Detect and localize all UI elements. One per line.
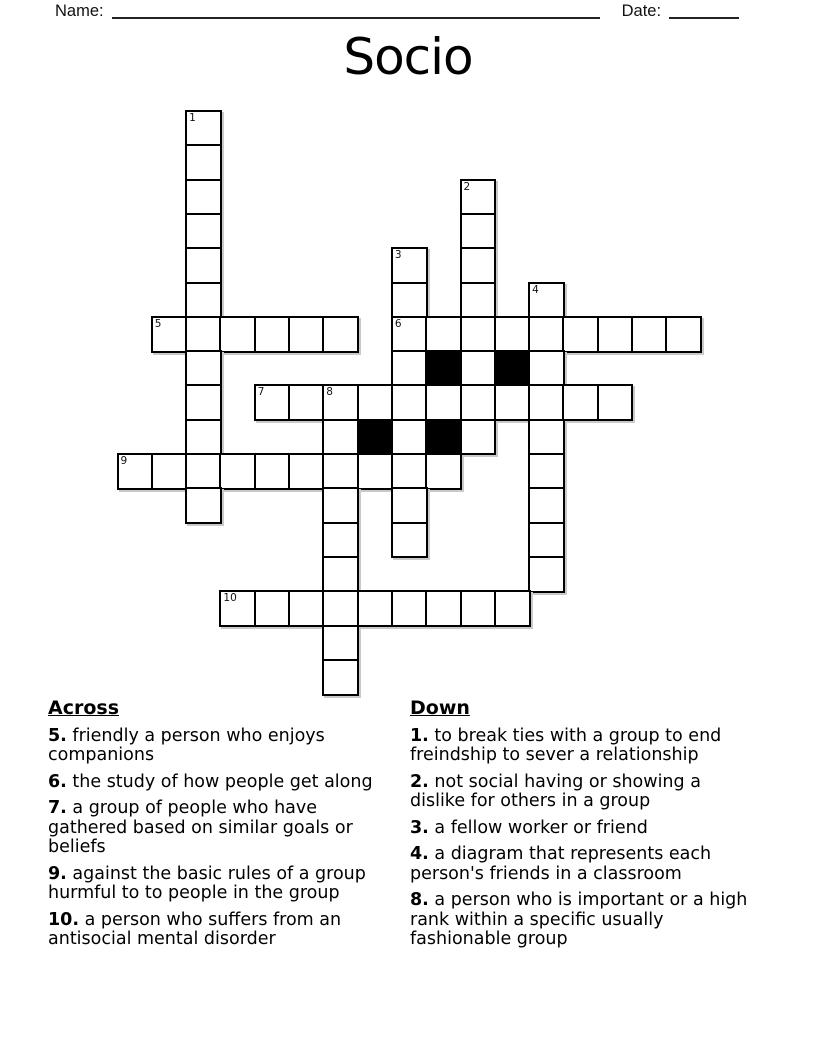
clue-number: 2. bbox=[410, 771, 429, 792]
black-cell bbox=[494, 350, 531, 387]
answer-cell[interactable] bbox=[151, 316, 188, 353]
clue-text: against the basic rules of a group hurmful to to people in the group bbox=[48, 863, 366, 903]
clue-number: 5. bbox=[48, 725, 67, 746]
answer-cell[interactable] bbox=[528, 316, 565, 353]
answer-cell[interactable] bbox=[631, 316, 668, 353]
answer-cell[interactable] bbox=[391, 316, 428, 353]
cell-number: 2 bbox=[463, 180, 471, 193]
clue-down-3 bbox=[410, 819, 752, 839]
answer-cell[interactable] bbox=[219, 453, 256, 490]
answer-cell[interactable] bbox=[562, 316, 599, 353]
clue-across-6 bbox=[48, 773, 393, 793]
answer-cell[interactable] bbox=[391, 522, 428, 559]
answer-cell[interactable] bbox=[185, 453, 222, 490]
cell-number: 10 bbox=[223, 592, 237, 605]
clue-text: a person who suffers from an antisocial mental disorder bbox=[48, 909, 342, 949]
cell-number: 7 bbox=[257, 386, 265, 399]
cell-number: 4 bbox=[532, 283, 539, 296]
answer-cell[interactable] bbox=[528, 419, 565, 456]
clue-number: 9. bbox=[48, 863, 67, 884]
answer-cell[interactable] bbox=[322, 659, 359, 696]
answer-cell[interactable] bbox=[185, 487, 222, 524]
black-cell bbox=[425, 350, 462, 387]
answer-cell[interactable] bbox=[391, 590, 428, 627]
answer-cell[interactable] bbox=[391, 282, 428, 319]
black-cell bbox=[425, 419, 462, 456]
answer-cell[interactable] bbox=[391, 419, 428, 456]
answer-cell[interactable] bbox=[322, 487, 359, 524]
clue-number: 6. bbox=[48, 771, 67, 792]
answer-cell[interactable] bbox=[425, 384, 462, 421]
cell-number: 5 bbox=[154, 317, 162, 330]
answer-cell[interactable] bbox=[185, 110, 222, 147]
name-blank-line bbox=[112, 14, 600, 19]
clue-number: 7. bbox=[48, 798, 67, 818]
answer-cell[interactable] bbox=[185, 419, 222, 456]
clue-across-10 bbox=[48, 911, 393, 950]
answer-cell[interactable] bbox=[322, 453, 359, 490]
answer-cell[interactable] bbox=[494, 384, 531, 421]
clue-number: 4. bbox=[410, 844, 429, 864]
answer-cell[interactable] bbox=[391, 453, 428, 490]
clue-down-8 bbox=[410, 891, 752, 950]
answer-cell[interactable] bbox=[151, 453, 188, 490]
answer-cell[interactable] bbox=[425, 590, 462, 627]
answer-cell[interactable] bbox=[460, 282, 497, 319]
cell-number: 9 bbox=[120, 455, 128, 467]
answer-cell[interactable] bbox=[391, 487, 428, 524]
across-clues-section bbox=[48, 699, 393, 957]
cell-number: 1 bbox=[189, 112, 196, 124]
answer-cell[interactable] bbox=[528, 453, 565, 490]
answer-cell[interactable] bbox=[528, 487, 565, 524]
answer-cell[interactable] bbox=[117, 453, 154, 490]
answer-cell[interactable] bbox=[357, 384, 394, 421]
worksheet-header bbox=[55, 2, 739, 21]
name-label: Name: bbox=[55, 2, 104, 20]
answer-cell[interactable] bbox=[391, 350, 428, 387]
answer-cell[interactable] bbox=[322, 419, 359, 456]
cell-number: 6 bbox=[394, 317, 402, 330]
answer-cell[interactable] bbox=[185, 144, 222, 181]
answer-cell[interactable] bbox=[185, 350, 222, 387]
down-heading: Down bbox=[410, 697, 470, 719]
answer-cell[interactable] bbox=[460, 316, 497, 353]
answer-cell[interactable] bbox=[288, 384, 325, 421]
clue-text: to break ties with a group to end freindship to sever a relationship bbox=[410, 725, 722, 765]
clue-text: a diagram that represents each person's friends in a classroom bbox=[410, 844, 712, 884]
black-cell bbox=[357, 419, 394, 456]
answer-cell[interactable] bbox=[185, 179, 222, 216]
page-title: Socio bbox=[343, 28, 473, 86]
answer-cell[interactable] bbox=[288, 590, 325, 627]
clue-number: 8. bbox=[410, 890, 429, 910]
answer-cell[interactable] bbox=[494, 316, 531, 353]
clue-text: friendly a person who enjoys companions bbox=[48, 725, 325, 765]
answer-cell[interactable] bbox=[460, 350, 497, 387]
answer-cell[interactable] bbox=[425, 316, 462, 353]
clue-across-5 bbox=[48, 727, 393, 766]
answer-cell[interactable] bbox=[528, 282, 565, 319]
answer-cell[interactable] bbox=[288, 316, 325, 353]
answer-cell[interactable] bbox=[185, 316, 222, 353]
clue-across-7 bbox=[48, 799, 393, 858]
answer-cell[interactable] bbox=[528, 384, 565, 421]
answer-cell[interactable] bbox=[288, 453, 325, 490]
answer-cell[interactable] bbox=[219, 590, 256, 627]
answer-cell[interactable] bbox=[322, 556, 359, 593]
cell-number: 8 bbox=[326, 386, 333, 399]
clue-down-4 bbox=[410, 845, 752, 884]
answer-cell[interactable] bbox=[460, 213, 497, 250]
answer-cell[interactable] bbox=[322, 522, 359, 559]
clue-text: a group of people who have gathered based on similar goals or beliefs bbox=[48, 798, 353, 857]
clue-down-2 bbox=[410, 773, 752, 812]
cell-number: 3 bbox=[394, 249, 402, 262]
answer-cell[interactable] bbox=[460, 247, 497, 284]
answer-cell[interactable] bbox=[357, 590, 394, 627]
clue-text: the study of how people get along bbox=[72, 771, 373, 792]
date-blank-line bbox=[669, 14, 739, 19]
answer-cell[interactable] bbox=[665, 316, 702, 353]
answer-cell[interactable] bbox=[425, 453, 462, 490]
answer-cell[interactable] bbox=[322, 384, 359, 421]
answer-cell[interactable] bbox=[185, 247, 222, 284]
clue-number: 1. bbox=[410, 725, 429, 746]
clue-number: 3. bbox=[410, 817, 429, 838]
date-label: Date: bbox=[621, 2, 662, 20]
answer-cell[interactable] bbox=[254, 316, 291, 353]
answer-cell[interactable] bbox=[322, 625, 359, 662]
answer-cell[interactable] bbox=[357, 453, 394, 490]
answer-cell[interactable] bbox=[185, 384, 222, 421]
crossword-grid bbox=[117, 110, 703, 696]
answer-cell[interactable] bbox=[528, 556, 565, 593]
answer-cell[interactable] bbox=[460, 419, 497, 456]
answer-cell[interactable] bbox=[460, 179, 497, 216]
answer-cell[interactable] bbox=[322, 590, 359, 627]
across-heading: Across bbox=[48, 697, 120, 719]
clue-down-1 bbox=[410, 727, 752, 766]
answer-cell[interactable] bbox=[597, 316, 634, 353]
answer-cell[interactable] bbox=[597, 384, 634, 421]
clue-across-9 bbox=[48, 865, 393, 904]
answer-cell[interactable] bbox=[460, 384, 497, 421]
answer-cell[interactable] bbox=[460, 590, 497, 627]
answer-cell[interactable] bbox=[322, 316, 359, 353]
answer-cell[interactable] bbox=[391, 247, 428, 284]
answer-cell[interactable] bbox=[254, 590, 291, 627]
answer-cell[interactable] bbox=[185, 213, 222, 250]
answer-cell[interactable] bbox=[254, 453, 291, 490]
answer-cell[interactable] bbox=[391, 384, 428, 421]
clue-text: a fellow worker or friend bbox=[434, 817, 648, 838]
clue-text: not social having or showing a dislike for others in a group bbox=[410, 771, 701, 811]
answer-cell[interactable] bbox=[528, 350, 565, 387]
clue-text: a person who is important or a high rank within a specific usually fashionable group bbox=[410, 890, 748, 949]
answer-cell[interactable] bbox=[185, 282, 222, 319]
answer-cell[interactable] bbox=[562, 384, 599, 421]
answer-cell[interactable] bbox=[494, 590, 531, 627]
down-clues-section bbox=[410, 699, 752, 957]
answer-cell[interactable] bbox=[528, 522, 565, 559]
answer-cell[interactable] bbox=[254, 384, 291, 421]
clue-number: 10. bbox=[48, 909, 80, 930]
answer-cell[interactable] bbox=[219, 316, 256, 353]
